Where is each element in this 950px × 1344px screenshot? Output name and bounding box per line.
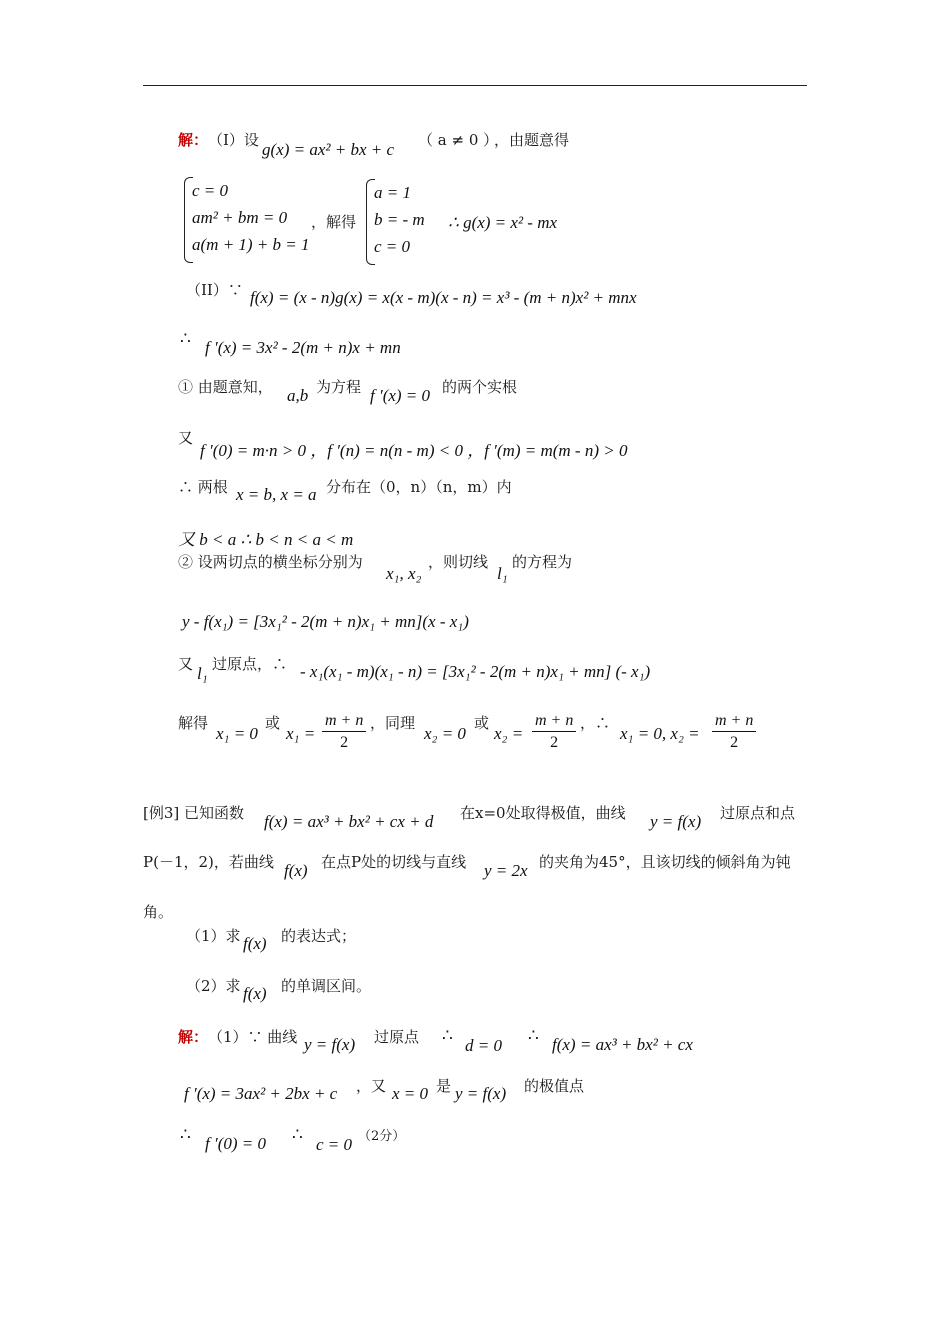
c-zero: c = 0 <box>316 1135 353 1154</box>
extreme-text: 的极值点 <box>524 1077 585 1095</box>
or-text: 或 <box>474 714 490 732</box>
fraction-numerator: m + n <box>322 711 366 732</box>
fraction <box>322 711 366 754</box>
example3-label: [例3] 已知函数 <box>143 804 245 822</box>
therefore-symbol: ∴ <box>180 1125 191 1145</box>
part1-intro: （I）设 <box>208 131 259 149</box>
fraction-denominator: 2 <box>730 734 739 751</box>
item1-text: ① 由题意知， <box>178 378 273 396</box>
a-nonzero-condition: （ a ≠ 0 ） <box>418 131 499 149</box>
system2-row: b = - m <box>374 210 425 229</box>
is-text: 是 <box>436 1077 452 1095</box>
solution-label: 解： <box>178 1028 209 1046</box>
system1-row: a(m + 1) + b = 1 <box>192 235 310 254</box>
fx: f(x) <box>243 984 267 1003</box>
fraction-denominator: 2 <box>340 734 349 751</box>
item2-text: 的方程为 <box>512 553 573 571</box>
fraction <box>712 711 756 754</box>
solution3-text: 过原点 <box>374 1028 420 1046</box>
g-definition: g(x) = ax² + bx + c <box>262 140 395 159</box>
origin-text: 又 <box>178 655 194 673</box>
l1-label: l₁ <box>197 664 208 683</box>
question1: 的表达式； <box>281 927 357 945</box>
f-prime-general: f ′(x) = 3ax² + 2bx + c <box>184 1084 338 1103</box>
f-form: f(x) = ax³ + bx² + cx <box>552 1035 693 1054</box>
origin-text: 过原点，∴ <box>212 655 288 673</box>
g-result: ∴ g(x) = x² - mx <box>448 213 558 232</box>
question2: （2）求 <box>186 977 241 995</box>
y-eq-fx: y = f(x) <box>304 1035 356 1054</box>
brace-icon <box>366 179 375 265</box>
ab-roots: a,b <box>287 386 309 405</box>
system1-row: am² + bm = 0 <box>192 208 288 227</box>
fx: f(x) <box>284 861 308 880</box>
x2-lhs: x₂ = <box>494 724 524 743</box>
solution3-text: （1）∵ 曲线 <box>208 1028 298 1046</box>
system2-row: c = 0 <box>374 237 411 256</box>
part2-intro: （II）∵ <box>186 281 243 299</box>
fx: f(x) <box>243 934 267 953</box>
therefore-symbol: ∴ <box>528 1026 539 1046</box>
example3-text: 在点P处的切线与直线 <box>321 853 467 871</box>
roots-text: ∴ 两根 <box>178 478 228 496</box>
example3-text: 的夹角为45°，且该切线的倾斜角为钝 <box>539 853 791 871</box>
f-definition: f(x) = ax³ + bx² + cx + d <box>264 812 434 831</box>
x1-lhs: x₁ = <box>286 724 316 743</box>
x2-zero: x₂ = 0 <box>424 724 466 743</box>
brace-icon <box>184 177 193 263</box>
solve-text: ，解得 <box>311 213 357 231</box>
root-order: 又 b < a ∴ b < n < a < m <box>178 530 354 549</box>
x1-x2: x₁, x₂ <box>386 564 422 583</box>
by-problem-text: ，由题意得 <box>494 131 570 149</box>
tangent-equation: y - f(x₁) = [3x₁² - 2(m + n)x₁ + mn](x - x₁) <box>182 612 469 631</box>
therefore-symbol: ∴ <box>442 1026 453 1046</box>
system1-row: c = 0 <box>192 181 229 200</box>
item1-text: 的两个实根 <box>442 378 518 396</box>
item1-text: 为方程 <box>316 378 362 396</box>
x1-zero: x₁ = 0 <box>216 724 258 743</box>
again-text: ，又 <box>356 1077 387 1095</box>
therefore-symbol: ∴ <box>292 1125 303 1145</box>
roots-equation: x = b, x = a <box>236 485 317 504</box>
equation-system-1 <box>184 177 310 261</box>
roots-text: 分布在（0，n）（n，m）内 <box>326 478 512 496</box>
y-eq-fx: y = f(x) <box>455 1084 507 1103</box>
example3-text: 在x=0处取得极值，曲线 <box>460 804 626 822</box>
solved-text: 解得 <box>178 714 209 732</box>
fraction-numerator: m + n <box>532 711 576 732</box>
l1-label: l₁ <box>497 564 508 583</box>
f-prime-zero: f ′(0) = 0 <box>205 1134 266 1153</box>
example3-text: 角。 <box>143 903 174 921</box>
system2-row: a = 1 <box>374 183 411 202</box>
therefore-text: ，∴ <box>580 714 611 732</box>
d-zero: d = 0 <box>465 1036 502 1055</box>
fraction-denominator: 2 <box>550 734 559 751</box>
or-text: 或 <box>265 714 281 732</box>
sign-conditions: f ′(0) = m·n > 0 ，f ′(n) = n(n - m) < 0 ，f ′(m) = m(m - n) > 0 <box>200 441 628 460</box>
fraction <box>532 711 576 754</box>
likewise-text: ，同理 <box>370 714 416 732</box>
example3-text: P(－1，2)，若曲线 <box>143 853 274 871</box>
again-text: 又 <box>178 429 194 447</box>
example3-text: 过原点和点 <box>720 804 796 822</box>
therefore-symbol: ∴ <box>180 329 191 349</box>
equation-root: f ′(x) = 0 <box>370 386 431 405</box>
item2-text: ② 设两切点的横坐标分别为 <box>178 553 363 571</box>
solution-label: 解： <box>178 131 209 149</box>
x-zero: x = 0 <box>392 1084 429 1103</box>
question2: 的单调区间。 <box>281 977 372 995</box>
question1: （1）求 <box>186 927 241 945</box>
fraction-numerator: m + n <box>712 711 756 732</box>
y-eq-fx: y = f(x) <box>650 812 702 831</box>
f-prime: f ′(x) = 3x² - 2(m + n)x + mn <box>205 338 401 357</box>
origin-equation: - x₁(x₁ - m)(x₁ - n) = [3x₁² - 2(m + n)x₁ + mn] (- x₁) <box>300 662 651 681</box>
item2-text: ，则切线 <box>428 553 489 571</box>
equation-system-2 <box>366 179 425 263</box>
y-2x: y = 2x <box>484 861 528 880</box>
points-note: （2分） <box>358 1129 406 1144</box>
final-lhs: x₁ = 0, x₂ = <box>620 724 700 743</box>
header-rule <box>143 85 807 86</box>
f-expansion: f(x) = (x - n)g(x) = x(x - m)(x - n) = x³ - (m + n)x² + mnx <box>250 288 637 307</box>
